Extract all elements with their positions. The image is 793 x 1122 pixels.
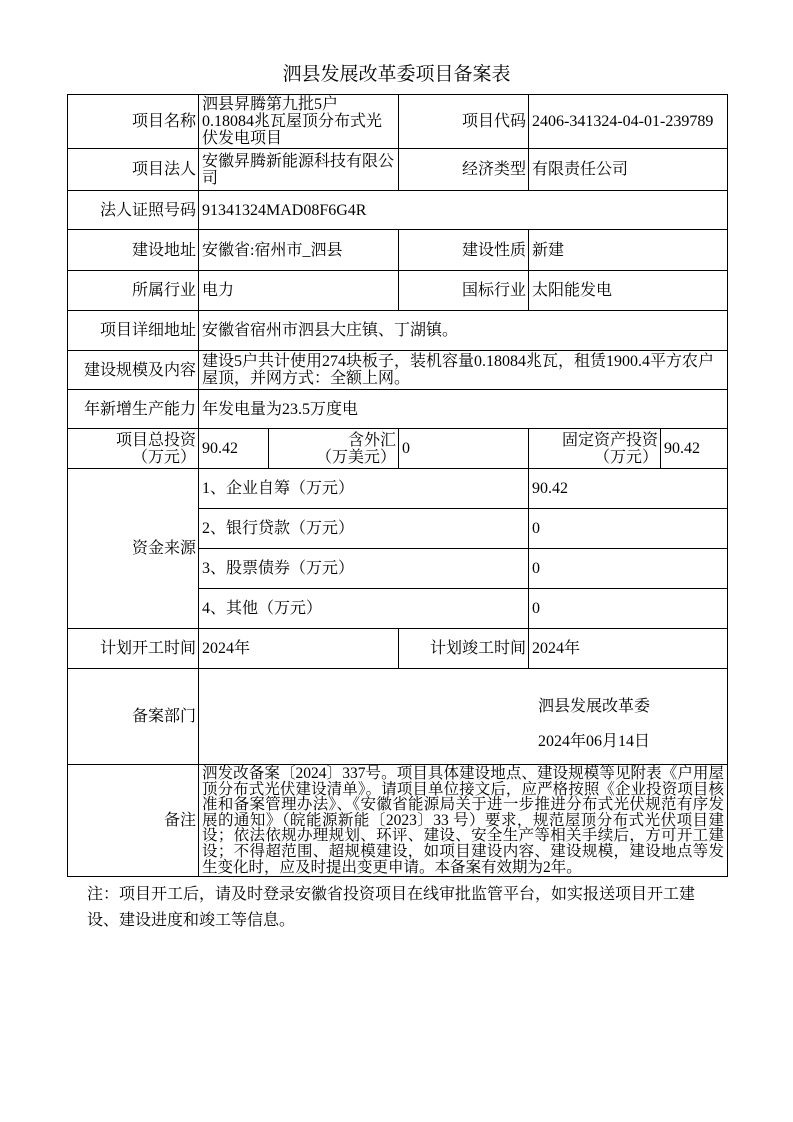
- detailed-address-value: 安徽省宿州市泗县大庄镇、丁湖镇。: [199, 311, 728, 351]
- fund-item-value: 0: [529, 589, 728, 629]
- row-investment: [68, 429, 728, 469]
- footnote: 注：项目开工后，请及时登录安徽省投资项目在线审批监管平台，如实报送项目开工建设、建设进度和竣工等信息。: [87, 886, 696, 929]
- industry-label: 所属行业: [68, 271, 199, 311]
- license-no-value: 91341324MAD08F6G4R: [199, 191, 728, 230]
- row-legal-person: [68, 149, 728, 191]
- fund-source-label: 资金来源: [68, 469, 199, 629]
- row-remarks: [68, 765, 728, 877]
- scale-value: 建设5户共计使用274块板子，装机容量0.18084兆瓦，租赁1900.4平方农户屋顶，并网方式：全额上网。: [199, 351, 728, 390]
- fund-item-label: 3、股票债券（万元）: [199, 549, 529, 589]
- industry-value: 电力: [199, 271, 399, 311]
- fixed-investment-label: 固定资产投资 （万元）: [529, 429, 661, 469]
- fund-item-value: 90.42: [529, 469, 728, 509]
- row-capacity: [68, 390, 728, 429]
- filing-dept-cell: [199, 669, 728, 765]
- remarks-text: 泗发改备案〔2024〕337号。项目具体建设地点、建设规模等见附表《户用屋顶分布式光伏建设清单》。请项目单位接文后，应严格按照《企业投资项目核准和备案管理办法》、《安徽省能源局关于进一步推进分布式光伏规范有序发展的通知》（皖能源新能〔2023〕33 号）要求，规范屋顶分布式光伏项目建设；依法依规办理规划、环评、建设、安全生产等相关手续后，方可开工建设；不得超范围、超规模建设，如项目建设内容、建设规模，建设地点等发生变化时，应及时提出变更申请。本备案有效期为2年。: [199, 765, 728, 877]
- filing-dept-label: 备案部门: [68, 669, 199, 765]
- filing-dept-name: 泗县发展改革委: [538, 698, 651, 715]
- row-license-no: [68, 191, 728, 230]
- row-scale: [68, 351, 728, 390]
- foreign-exchange-label: 含外汇 （万美元）: [269, 429, 399, 469]
- construction-nature-value: 新建: [529, 230, 728, 271]
- completion-time-value: 2024年: [529, 629, 728, 669]
- start-time-label: 计划开工时间: [68, 629, 199, 669]
- construction-nature-label: 建设性质: [399, 230, 529, 271]
- project-name-value: 泗县昇腾第九批5户0.18084兆瓦屋顶分布式光伏发电项目: [199, 95, 399, 149]
- fixed-investment-value: 90.42: [661, 429, 728, 469]
- fund-item-label: 4、其他（万元）: [199, 589, 529, 629]
- page-title: 泗县发展改革委项目备案表: [282, 64, 511, 85]
- capacity-label: 年新增生产能力: [68, 390, 199, 429]
- filing-date: 2024年06月14日: [538, 733, 651, 750]
- completion-time-label: 计划竣工时间: [399, 629, 529, 669]
- row-filing-dept: [68, 669, 728, 765]
- address-value: 安徽省:宿州市_泗县: [199, 230, 399, 271]
- row-address: [68, 230, 728, 271]
- economic-type-label: 经济类型: [399, 149, 529, 191]
- capacity-value: 年发电量为23.5万度电: [199, 390, 728, 429]
- fund-item-value: 0: [529, 509, 728, 549]
- license-no-label: 法人证照号码: [68, 191, 199, 230]
- scale-label: 建设规模及内容: [68, 351, 199, 390]
- detailed-address-label: 项目详细地址: [68, 311, 199, 351]
- project-code-label: 项目代码: [399, 95, 529, 149]
- row-fund-source-1: [68, 469, 728, 509]
- row-schedule: [68, 629, 728, 669]
- foreign-exchange-value: 0: [399, 429, 529, 469]
- fund-item-label: 1、企业自筹（万元）: [199, 469, 529, 509]
- total-investment-value: 90.42: [199, 429, 269, 469]
- project-code-value: 2406-341324-04-01-239789: [529, 95, 728, 149]
- filing-form-table: [67, 94, 728, 877]
- fund-item-value: 0: [529, 549, 728, 589]
- legal-person-value: 安徽昇腾新能源科技有限公司: [199, 149, 399, 191]
- legal-person-label: 项目法人: [68, 149, 199, 191]
- row-project-name: [68, 95, 728, 149]
- row-industry: [68, 271, 728, 311]
- total-investment-label: 项目总投资 （万元）: [68, 429, 199, 469]
- fund-item-label: 2、银行贷款（万元）: [199, 509, 529, 549]
- economic-type-value: 有限责任公司: [529, 149, 728, 191]
- project-name-label: 项目名称: [68, 95, 199, 149]
- start-time-value: 2024年: [199, 629, 399, 669]
- remarks-label: 备注: [68, 765, 199, 877]
- national-industry-label: 国标行业: [399, 271, 529, 311]
- national-industry-value: 太阳能发电: [529, 271, 728, 311]
- row-detailed-address: [68, 311, 728, 351]
- address-label: 建设地址: [68, 230, 199, 271]
